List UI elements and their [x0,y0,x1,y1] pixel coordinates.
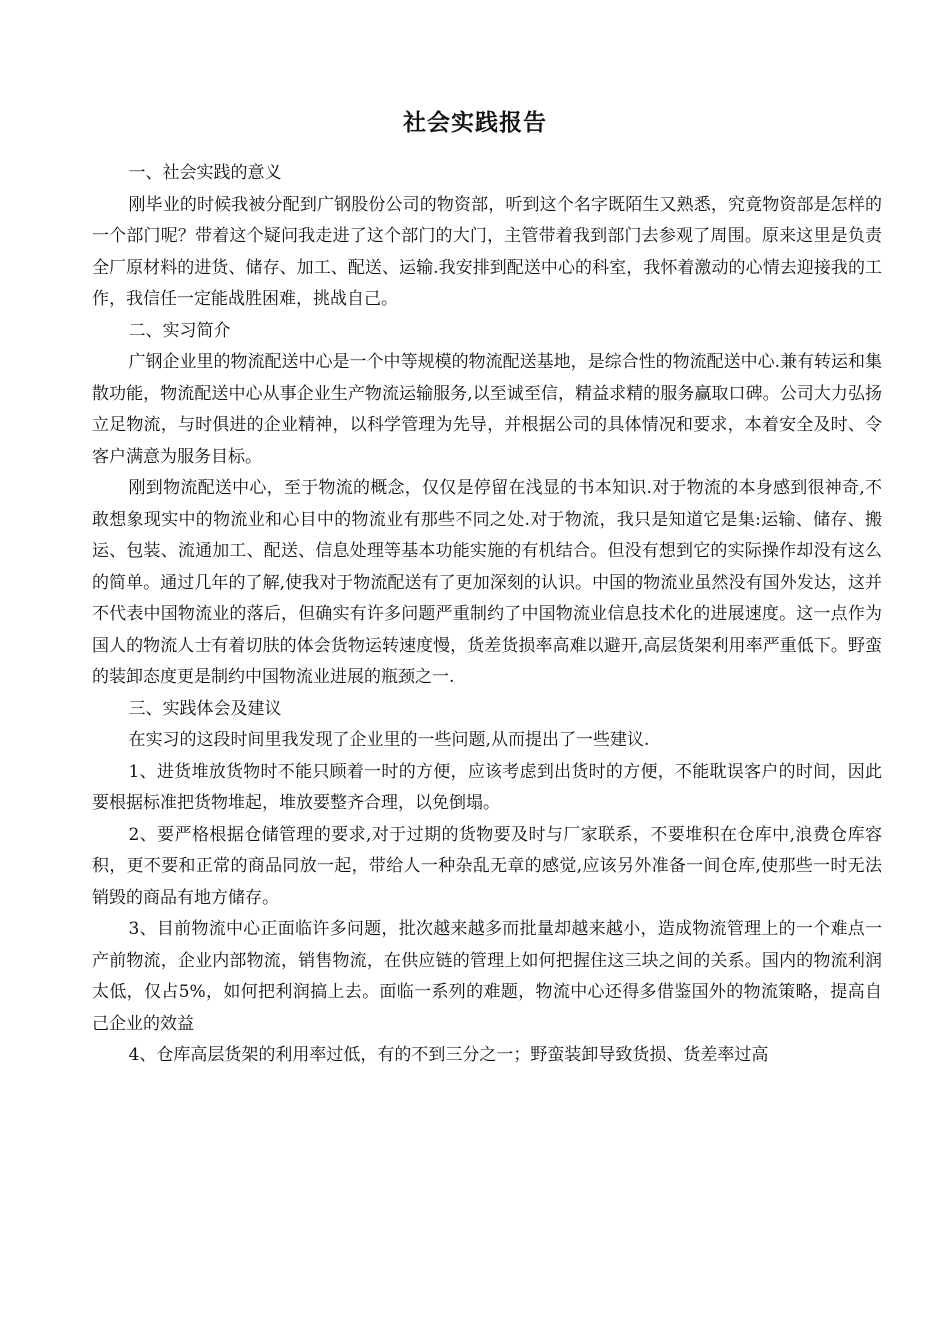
suggestion-item-4: 4、仓库高层货架的利用率过低，有的不到三分之一；野蛮装卸导致货损、货差率过高 [128,1045,769,1065]
paragraph-2: 广钢企业里的物流配送中心是一个中等规模的物流配送基地，是综合性的物流配送中心.兼有转运和集散功能，物流配送中心从事企业生产物流运输服务,以至诚至信，精益求精的服务赢取口碑。公司大力弘扬立足物流，与时俱进的企业精神，以科学管理为先导，并根据公司的具体情况和要求，本着安全及时、令客户满意为服务目标。 [92,352,882,467]
suggestion-item-3: 3、目前物流中心正面临许多问题，批次越来越多而批量却越来越小，造成物流管理上的一个难点一产前物流，企业内部物流，销售物流，在供应链的管理上如何把握住这三块之间的关系。国内的物流利润太低，仅占5%，如何把利润搞上去。面临一系列的难题，物流中心还得多借鉴国外的物流策略，提高自己企业的效益 [92,919,882,1034]
paragraph-4: 在实习的这段时间里我发现了企业里的一些问题,从而提出了一些建议. [128,730,650,750]
suggestion-item-1: 1、进货堆放货物时不能只顾着一时的方便，应该考虑到出货时的方便，不能耽误客户的时间，因此要根据标准把货物堆起，堆放要整齐合理，以免倒塌。 [92,761,882,813]
paragraph-1: 刚毕业的时候我被分配到广钢股份公司的物资部，听到这个名字既陌生又熟悉，究竟物资部是怎样的一个部门呢？带着这个疑问我走进了这个部门的大门，主管带着我到部门去参观了周围。原来这里是负责全厂原材料的进货、储存、加工、配送、运输.我安排到配送中心的科室，我怀着激动的心情去迎接我的工作，我信任一定能战胜困难，挑战自己。 [92,194,882,309]
section-heading-2: 二、实习简介 [128,320,231,341]
paragraph-3: 刚到物流配送中心，至于物流的概念，仅仅是停留在浅显的书本知识.对于物流的本身感到很神奇,不敢想象现实中的物流业和心目中的物流业有那些不同之处.对于物流，我只是知道它是集:运输、储存、搬运、包装、流通加工、配送、信息处理等基本功能实施的有机结合。但没有想到它的实际操作却没有这么的简单。通过几年的了解,使我对于物流配送有了更加深刻的认识。中国的物流业虽然没有国外发达，这并不代表中国物流业的落后，但确实有许多问题严重制约了中国物流业信息技术化的进展速度。这一点作为国人的物流人士有着切肤的体会货物运转速度慢，货差货损率高难以避开,高层货架利用率严重低下。野蛮的装卸态度更是制约中国物流业进展的瓶颈之一. [92,478,882,687]
section-heading-3: 三、实践体会及建议 [128,698,282,719]
section-heading-1: 一、社会实践的意义 [128,163,282,183]
suggestion-item-2: 2、要严格根据仓储管理的要求,对于过期的货物要及时与厂家联系，不要堆积在仓库中,浪费仓库容积，更不要和正常的商品同放一起，带给人一种杂乱无章的感觉,应该另外准备一间仓库,使那些一时无法销毁的商品有地方储存。 [92,824,882,908]
document-body [92,158,882,1072]
document-title: 社会实践报告 [403,110,547,136]
